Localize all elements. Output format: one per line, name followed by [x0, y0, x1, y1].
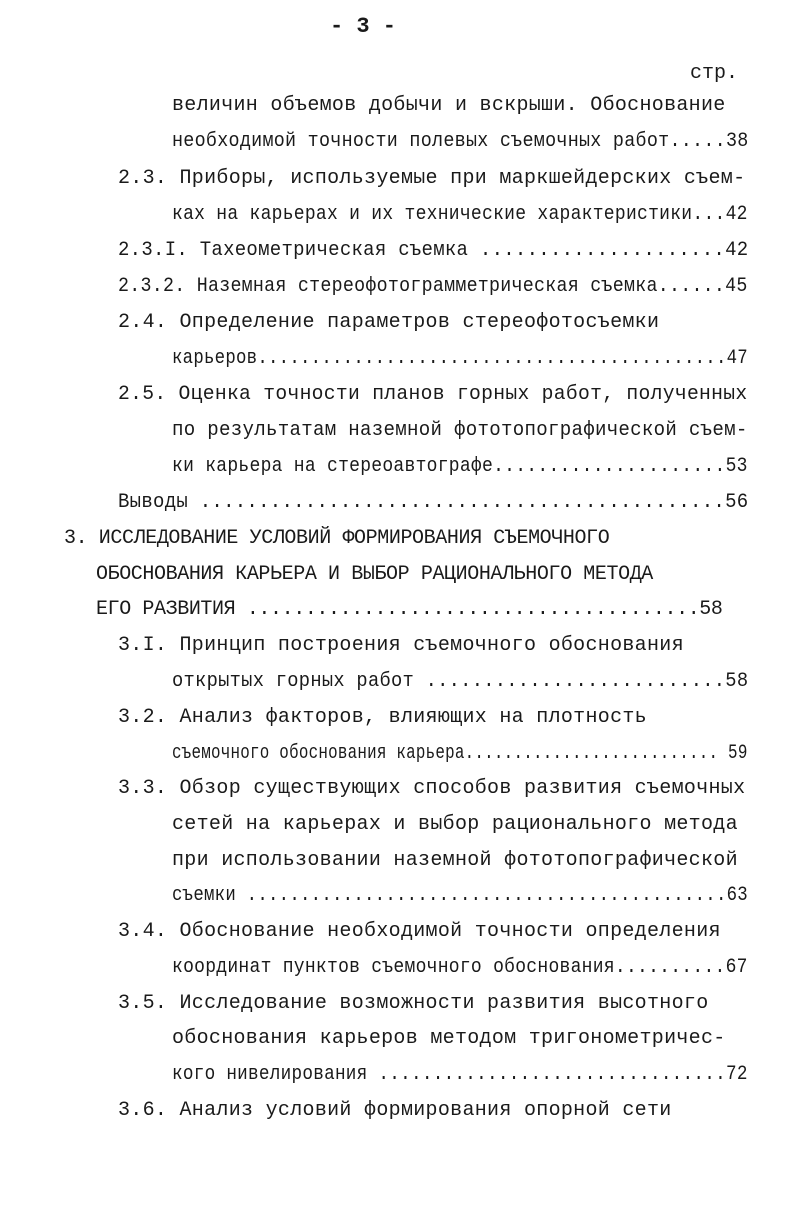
toc-line: карьеров............................................47 [172, 347, 748, 370]
toc-line: съемочного обоснования карьера.......................... 59 [172, 742, 748, 765]
toc-line: 3.2. Анализ факторов, влияющих на плотность [118, 706, 647, 729]
toc-line: координат пунктов съемочного обоснования..........67 [172, 956, 748, 979]
toc-line: необходимой точности полевых съемочных работ.....38 [172, 130, 749, 153]
toc-line: 3.5. Исследование возможности развития высотного [118, 992, 709, 1015]
toc-line: ках на карьерах и их технические характеристики...42 [172, 203, 748, 226]
page-column-label: стр. [690, 62, 739, 85]
toc-line: 3.I. Принцип построения съемочного обоснования [118, 634, 684, 657]
toc-line: обоснования карьеров методом тригонометричес- [172, 1027, 726, 1050]
toc-line: по результатам наземной фототопографической съем- [172, 419, 748, 442]
toc-line: открытых горных работ ..........................58 [172, 670, 749, 693]
toc-line: кого нивелирования ................................72 [172, 1063, 748, 1086]
toc-line: съемки .............................................63 [172, 884, 748, 907]
page-number: - 3 - [330, 14, 397, 39]
toc-line: 3.3. Обзор существующих способов развития съемочных [118, 777, 746, 800]
toc-line: 2.5. Оценка точности планов горных работ, полученных [118, 383, 748, 406]
toc-line: ки карьера на стереоавтографе.....................53 [172, 455, 748, 478]
toc-line: 2.3.2. Наземная стереофотограмметрическая съемка......45 [118, 275, 748, 298]
toc-line: 2.4. Определение параметров стереофотосъемки [118, 311, 660, 334]
section-heading: ОБОСНОВАНИЯ КАРЬЕРА И ВЫБОР РАЦИОНАЛЬНОГО МЕТОДА [96, 563, 653, 586]
toc-line: сетей на карьерах и выбор рационального метода [172, 813, 738, 836]
toc-line: величин объемов добычи и вскрыши. Обоснование [172, 94, 726, 117]
toc-line: при использовании наземной фототопографической [172, 849, 738, 872]
section-heading: ЕГО РАЗВИТИЯ .......................................58 [96, 598, 723, 621]
toc-line: 2.3. Приборы, используемые при маркшейдерских съем- [118, 167, 746, 190]
toc-line: 2.3.I. Тахеометрическая съемка .....................42 [118, 239, 749, 262]
toc-line: 3.6. Анализ условий формирования опорной сети [118, 1099, 672, 1122]
toc-line: 3.4. Обоснование необходимой точности определения [118, 920, 721, 943]
toc-conclusions: Выводы .............................................56 [118, 491, 749, 514]
section-heading: 3. ИССЛЕДОВАНИЕ УСЛОВИЙ ФОРМИРОВАНИЯ СЪЕМОЧНОГО [64, 527, 610, 550]
